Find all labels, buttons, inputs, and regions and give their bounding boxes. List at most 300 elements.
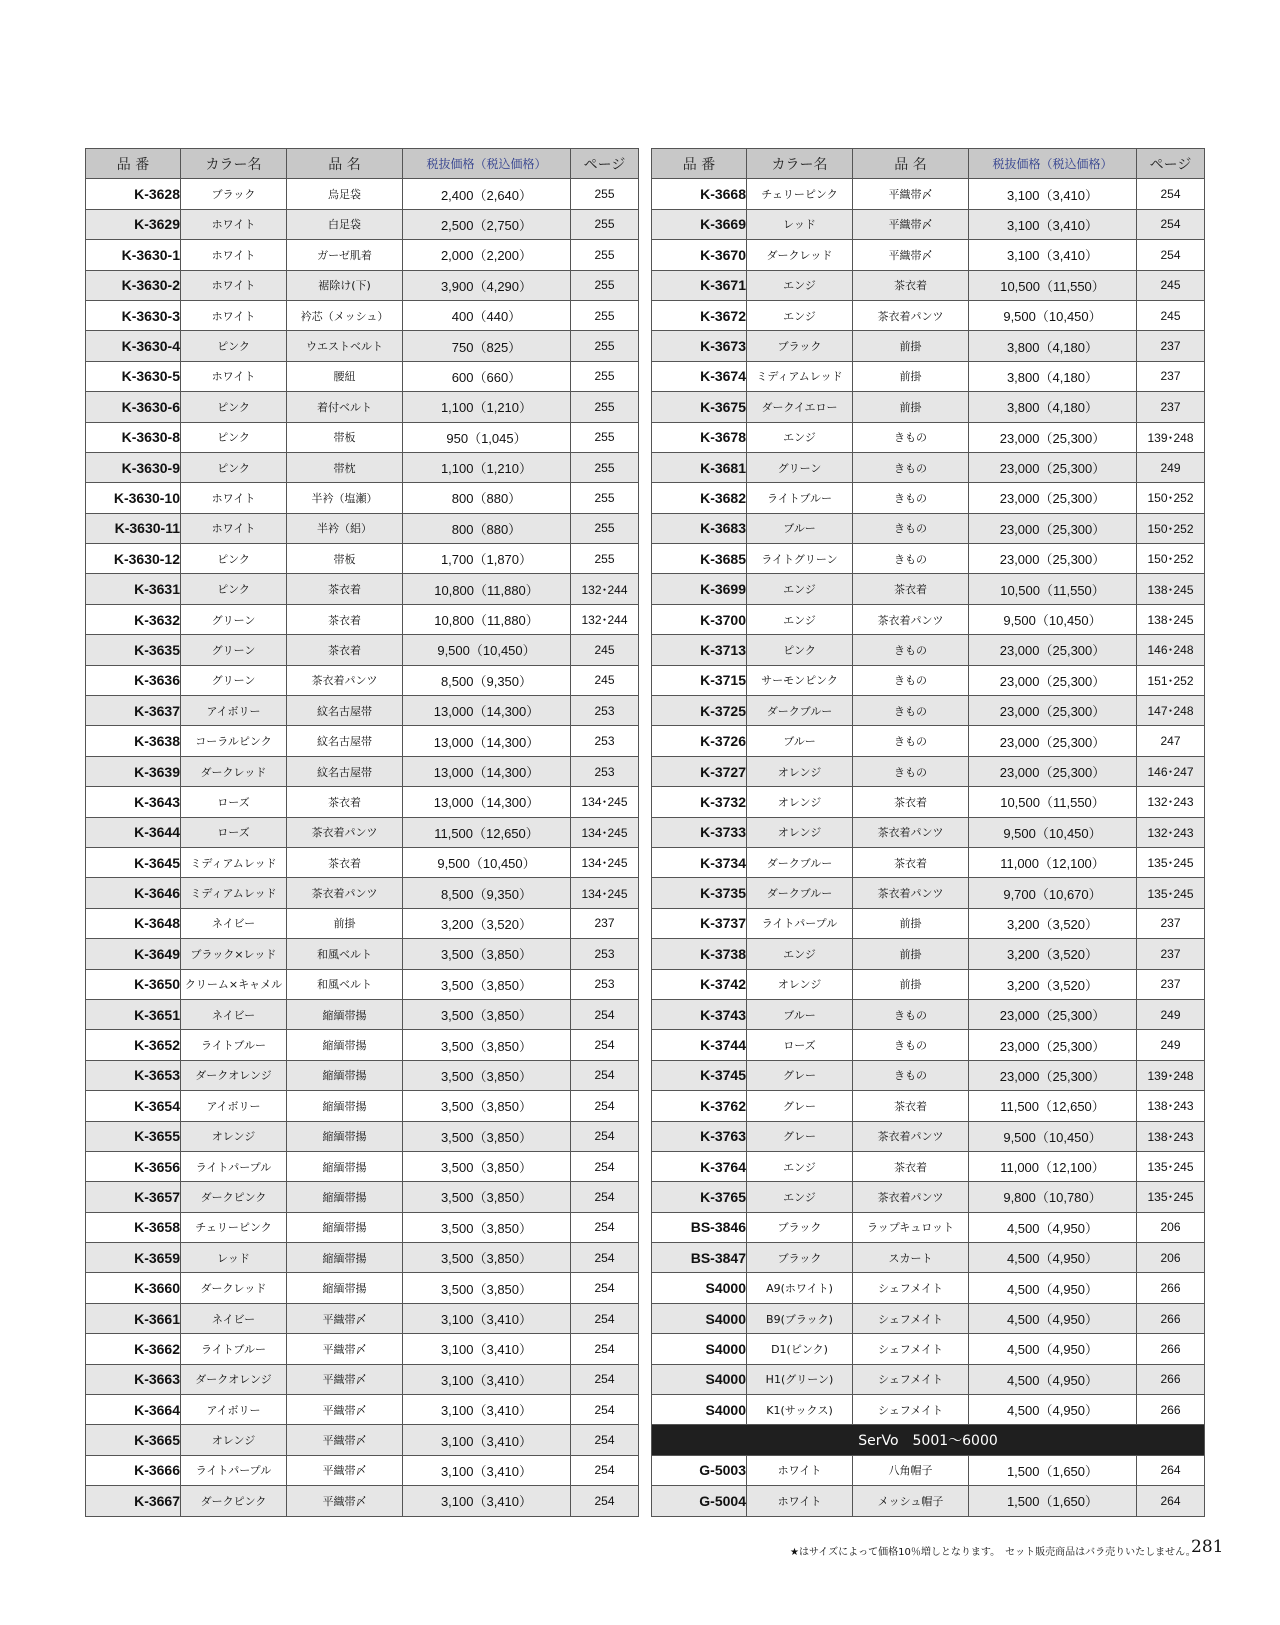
table-row [652,665,1205,695]
price-cell: 9,500（10,450） [969,300,1137,330]
color-name-cell: ローズ [747,1030,853,1060]
product-code-cell: K-3630-6 [86,392,181,422]
page-ref-cell: 255 [571,209,639,239]
product-code-cell: K-3664 [86,1395,181,1425]
product-code-cell: K-3666 [86,1455,181,1485]
price-cell: 3,800（4,180） [969,392,1137,422]
table-row [86,1030,639,1060]
color-name-cell: ピンク [181,392,287,422]
table-row [652,513,1205,543]
price-cell: 750（825） [403,331,571,361]
price-cell: 4,500（4,950） [969,1243,1137,1273]
table-row [86,1182,639,1212]
page-ref-cell: 255 [571,544,639,574]
color-name-cell: ダークブルー [747,847,853,877]
price-table-right [651,148,1205,1517]
price-cell: 3,100（3,410） [403,1303,571,1333]
page-ref-cell: 237 [571,908,639,938]
header-price: 税抜価格（税込価格） [969,149,1137,179]
color-name-cell: ライトパープル [181,1455,287,1485]
product-name-cell: 衿芯（メッシュ） [287,300,403,330]
color-name-cell: オレンジ [181,1121,287,1151]
product-name-cell: 平織帯〆 [287,1303,403,1333]
table-row [86,1212,639,1242]
table-row [86,999,639,1029]
color-name-cell: ライトパープル [181,1151,287,1181]
product-name-cell: 前掛 [853,908,969,938]
color-name-cell: ダークブルー [747,696,853,726]
color-name-cell: ホワイト [181,270,287,300]
table-row [652,1486,1205,1516]
color-name-cell: H1(グリーン) [747,1364,853,1394]
product-code-cell: K-3651 [86,999,181,1029]
product-name-cell: 平織帯〆 [853,240,969,270]
product-name-cell: 茶衣着 [853,574,969,604]
color-name-cell: ダークレッド [747,240,853,270]
color-name-cell: ブルー [747,513,853,543]
product-name-cell: シェフメイト [853,1303,969,1333]
price-cell: 23,000（25,300） [969,422,1137,452]
color-name-cell: グレー [747,1060,853,1090]
price-cell: 9,700（10,670） [969,878,1137,908]
color-name-cell: ダークレッド [181,1273,287,1303]
color-name-cell: ブルー [747,726,853,756]
table-header-row [652,149,1205,179]
table-row [652,817,1205,847]
page-ref-cell: 254 [1137,179,1205,209]
product-code-cell: K-3658 [86,1212,181,1242]
color-name-cell: アイボリー [181,696,287,726]
price-cell: 3,500（3,850） [403,1121,571,1151]
table-row [86,209,639,239]
page-ref-cell: 255 [571,422,639,452]
page-ref-cell: 237 [1137,939,1205,969]
table-row [86,1364,639,1394]
page-ref-cell: 255 [571,513,639,543]
price-cell: 10,500（11,550） [969,270,1137,300]
product-code-cell: K-3744 [652,1030,747,1060]
price-cell: 800（880） [403,513,571,543]
product-name-cell: きもの [853,756,969,786]
table-row [652,696,1205,726]
product-code-cell: K-3678 [652,422,747,452]
table-row [652,544,1205,574]
product-code-cell: K-3652 [86,1030,181,1060]
price-cell: 3,100（3,410） [969,209,1137,239]
color-name-cell: チェリーピンク [181,1212,287,1242]
color-name-cell: ホワイト [181,240,287,270]
color-name-cell: ブラック [747,331,853,361]
table-row [86,969,639,999]
header-product-name: 品 名 [287,149,403,179]
product-name-cell: 白足袋 [287,209,403,239]
table-row [652,209,1205,239]
table-row [652,1395,1205,1425]
product-name-cell: 紋名古屋帯 [287,696,403,726]
product-name-cell: 平織帯〆 [287,1425,403,1455]
price-cell: 3,500（3,850） [403,969,571,999]
page-ref-cell: 147･248 [1137,696,1205,726]
page-ref-cell: 150･252 [1137,513,1205,543]
product-code-cell: K-3661 [86,1303,181,1333]
color-name-cell: ピンク [181,452,287,482]
page-ref-cell: 132･243 [1137,817,1205,847]
table-row [86,452,639,482]
table-row [86,483,639,513]
table-row [86,1060,639,1090]
price-cell: 13,000（14,300） [403,726,571,756]
color-name-cell: ダークオレンジ [181,1364,287,1394]
table-row [86,1121,639,1151]
product-code-cell: K-3672 [652,300,747,330]
page-ref-cell: 255 [571,240,639,270]
price-cell: 1,700（1,870） [403,544,571,574]
product-name-cell: 平織帯〆 [287,1395,403,1425]
product-name-cell: 腰紐 [287,361,403,391]
product-code-cell: K-3668 [652,179,747,209]
price-cell: 3,100（3,410） [403,1395,571,1425]
price-cell: 9,500（10,450） [403,847,571,877]
color-name-cell: K1(サックス) [747,1395,853,1425]
price-cell: 10,800（11,880） [403,604,571,634]
price-cell: 3,500（3,850） [403,1182,571,1212]
price-cell: 23,000（25,300） [969,635,1137,665]
product-code-cell: K-3659 [86,1243,181,1273]
product-code-cell: K-3685 [652,544,747,574]
product-code-cell: BS-3846 [652,1212,747,1242]
page-ref-cell: 237 [1137,392,1205,422]
header-color-name: カラー名 [747,149,853,179]
table-row [652,1182,1205,1212]
table-row [652,270,1205,300]
page-ref-cell: 254 [571,1334,639,1364]
page-ref-cell: 253 [571,969,639,999]
product-name-cell: 茶衣着 [287,574,403,604]
price-cell: 23,000（25,300） [969,1060,1137,1090]
product-code-cell: K-3765 [652,1182,747,1212]
product-name-cell: 着付ベルト [287,392,403,422]
page-ref-cell: 134･245 [571,787,639,817]
price-cell: 2,500（2,750） [403,209,571,239]
product-code-cell: S4000 [652,1273,747,1303]
table-row [652,787,1205,817]
color-name-cell: エンジ [747,574,853,604]
price-cell: 3,800（4,180） [969,361,1137,391]
table-row [86,1395,639,1425]
price-cell: 3,200（3,520） [969,908,1137,938]
table-row [652,1060,1205,1090]
page-ref-cell: 264 [1137,1455,1205,1485]
product-code-cell: K-3656 [86,1151,181,1181]
table-row [652,574,1205,604]
color-name-cell: ホワイト [181,361,287,391]
color-name-cell: ライトブルー [181,1334,287,1364]
table-row [86,726,639,756]
price-cell: 23,000（25,300） [969,452,1137,482]
product-name-cell: 前掛 [853,331,969,361]
product-code-cell: S4000 [652,1395,747,1425]
price-cell: 3,100（3,410） [403,1425,571,1455]
page-ref-cell: 151･252 [1137,665,1205,695]
table-row [86,878,639,908]
price-cell: 3,500（3,850） [403,1151,571,1181]
color-name-cell: ホワイト [181,483,287,513]
table-row [652,1455,1205,1485]
color-name-cell: A9(ホワイト) [747,1273,853,1303]
price-cell: 9,500（10,450） [403,635,571,665]
product-code-cell: K-3660 [86,1273,181,1303]
page-ref-cell: 253 [571,726,639,756]
product-code-cell: K-3669 [652,209,747,239]
header-page: ページ [1137,149,1205,179]
product-name-cell: 平織帯〆 [287,1334,403,1364]
price-cell: 9,500（10,450） [969,604,1137,634]
product-name-cell: シェフメイト [853,1273,969,1303]
product-code-cell: K-3764 [652,1151,747,1181]
page-ref-cell: 254 [571,999,639,1029]
table-row [86,1243,639,1273]
product-code-cell: K-3682 [652,483,747,513]
table-row [86,847,639,877]
product-code-cell: K-3671 [652,270,747,300]
price-table-left [85,148,639,1517]
price-cell: 23,000（25,300） [969,483,1137,513]
product-name-cell: 帯板 [287,544,403,574]
table-row [652,361,1205,391]
product-name-cell: 茶衣着 [287,635,403,665]
product-name-cell: 茶衣着パンツ [287,665,403,695]
product-name-cell: きもの [853,452,969,482]
page-ref-cell: 132･244 [571,604,639,634]
product-code-cell: K-3630-8 [86,422,181,452]
table-row [652,1334,1205,1364]
product-code-cell: K-3699 [652,574,747,604]
color-name-cell: オレンジ [747,969,853,999]
header-product-code: 品 番 [86,149,181,179]
product-code-cell: K-3635 [86,635,181,665]
table-row [652,939,1205,969]
page-ref-cell: 255 [571,392,639,422]
table-row [86,300,639,330]
price-cell: 23,000（25,300） [969,696,1137,726]
table-row [652,1121,1205,1151]
page-ref-cell: 135･245 [1137,1151,1205,1181]
product-code-cell: K-3630-4 [86,331,181,361]
color-name-cell: ローズ [181,787,287,817]
color-name-cell: ピンク [181,331,287,361]
page-ref-cell: 253 [571,939,639,969]
product-code-cell: K-3628 [86,179,181,209]
product-code-cell: K-3631 [86,574,181,604]
table-row [86,1334,639,1364]
product-name-cell: 紋名古屋帯 [287,756,403,786]
table-row [652,726,1205,756]
product-code-cell: K-3639 [86,756,181,786]
product-code-cell: K-3636 [86,665,181,695]
table-row [86,331,639,361]
price-cell: 8,500（9,350） [403,665,571,695]
price-cell: 23,000（25,300） [969,999,1137,1029]
page-ref-cell: 266 [1137,1364,1205,1394]
table-row [652,969,1205,999]
color-name-cell: エンジ [747,422,853,452]
table-row [652,300,1205,330]
product-name-cell: 縮緬帯揚 [287,1030,403,1060]
product-name-cell: 茶衣着 [287,787,403,817]
page-ref-cell: 254 [571,1273,639,1303]
product-name-cell: 茶衣着パンツ [853,817,969,847]
table-row [86,240,639,270]
page-ref-cell: 249 [1137,452,1205,482]
page-ref-cell: 254 [571,1303,639,1333]
price-cell: 2,000（2,200） [403,240,571,270]
page-ref-cell: 249 [1137,1030,1205,1060]
table-row [86,544,639,574]
header-product-code: 品 番 [652,149,747,179]
product-name-cell: きもの [853,665,969,695]
price-cell: 10,500（11,550） [969,574,1137,604]
price-cell: 3,800（4,180） [969,331,1137,361]
price-cell: 3,100（3,410） [969,240,1137,270]
price-cell: 23,000（25,300） [969,544,1137,574]
product-code-cell: K-3683 [652,513,747,543]
table-row [86,665,639,695]
table-row [652,1030,1205,1060]
page-ref-cell: 255 [571,179,639,209]
product-name-cell: 茶衣着 [287,604,403,634]
color-name-cell: エンジ [747,604,853,634]
product-code-cell: G-5003 [652,1455,747,1485]
price-cell: 23,000（25,300） [969,726,1137,756]
product-code-cell: K-3638 [86,726,181,756]
price-cell: 9,500（10,450） [969,1121,1137,1151]
page-ref-cell: 254 [571,1182,639,1212]
product-name-cell: ウエストベルト [287,331,403,361]
section-title: SerVo 5001～6000 [652,1425,1205,1455]
color-name-cell: D1(ピンク) [747,1334,853,1364]
table-row [86,1455,639,1485]
product-name-cell: 前掛 [853,939,969,969]
table-row [652,392,1205,422]
color-name-cell: ダークピンク [181,1486,287,1516]
product-code-cell: K-3637 [86,696,181,726]
product-name-cell: 半衿（塩瀬） [287,483,403,513]
price-cell: 3,500（3,850） [403,939,571,969]
price-cell: 9,500（10,450） [969,817,1137,847]
product-name-cell: きもの [853,696,969,726]
color-name-cell: オレンジ [747,787,853,817]
page-ref-cell: 254 [571,1425,639,1455]
table-row [652,331,1205,361]
price-cell: 4,500（4,950） [969,1334,1137,1364]
price-cell: 3,100（3,410） [403,1334,571,1364]
color-name-cell: ピンク [181,574,287,604]
price-cell: 11,000（12,100） [969,847,1137,877]
price-cell: 9,800（10,780） [969,1182,1137,1212]
product-name-cell: きもの [853,1030,969,1060]
page-ref-cell: 254 [571,1030,639,1060]
page-ref-cell: 266 [1137,1334,1205,1364]
product-name-cell: 茶衣着パンツ [287,878,403,908]
price-cell: 3,100（3,410） [403,1486,571,1516]
product-code-cell: K-3742 [652,969,747,999]
color-name-cell: オレンジ [181,1425,287,1455]
color-name-cell: ホワイト [181,209,287,239]
product-code-cell: S4000 [652,1303,747,1333]
product-code-cell: K-3674 [652,361,747,391]
table-row [86,1273,639,1303]
product-code-cell: K-3629 [86,209,181,239]
product-name-cell: 茶衣着パンツ [853,300,969,330]
price-cell: 23,000（25,300） [969,665,1137,695]
product-name-cell: 茶衣着パンツ [853,1182,969,1212]
color-name-cell: ダークオレンジ [181,1060,287,1090]
price-cell: 11,500（12,650） [969,1091,1137,1121]
product-code-cell: K-3675 [652,392,747,422]
page-ref-cell: 150･252 [1137,483,1205,513]
page-ref-cell: 254 [571,1121,639,1151]
price-cell: 400（440） [403,300,571,330]
price-cell: 3,500（3,850） [403,1030,571,1060]
page-ref-cell: 134･245 [571,847,639,877]
product-code-cell: K-3670 [652,240,747,270]
color-name-cell: ホワイト [181,513,287,543]
page-ref-cell: 254 [1137,240,1205,270]
page-ref-cell: 138･243 [1137,1091,1205,1121]
product-name-cell: きもの [853,422,969,452]
page-ref-cell: 206 [1137,1243,1205,1273]
color-name-cell: ブラック×レッド [181,939,287,969]
page-ref-cell: 245 [1137,270,1205,300]
product-name-cell: きもの [853,513,969,543]
product-code-cell: K-3649 [86,939,181,969]
page-ref-cell: 247 [1137,726,1205,756]
color-name-cell: ピンク [747,635,853,665]
table-row [652,452,1205,482]
page-ref-cell: 135･245 [1137,847,1205,877]
color-name-cell: クリーム×キャメル [181,969,287,999]
page-ref-cell: 132･243 [1137,787,1205,817]
color-name-cell: ピンク [181,544,287,574]
page-ref-cell: 237 [1137,908,1205,938]
color-name-cell: ホワイト [181,300,287,330]
price-cell: 1,100（1,210） [403,452,571,482]
page-ref-cell: 254 [571,1486,639,1516]
product-code-cell: K-3630-10 [86,483,181,513]
color-name-cell: ブルー [747,999,853,1029]
color-name-cell: エンジ [747,1151,853,1181]
product-code-cell: K-3630-5 [86,361,181,391]
color-name-cell: ミディアムレッド [181,847,287,877]
color-name-cell: アイボリー [181,1395,287,1425]
price-cell: 600（660） [403,361,571,391]
price-cell: 1,500（1,650） [969,1486,1137,1516]
page-ref-cell: 134･245 [571,817,639,847]
page-ref-cell: 255 [571,483,639,513]
table-header-row [86,149,639,179]
table-row [652,908,1205,938]
price-cell: 3,200（3,520） [403,908,571,938]
header-color-name: カラー名 [181,149,287,179]
color-name-cell: ホワイト [747,1455,853,1485]
product-code-cell: K-3762 [652,1091,747,1121]
page-ref-cell: 254 [571,1151,639,1181]
product-name-cell: 茶衣着 [853,1151,969,1181]
product-name-cell: きもの [853,635,969,665]
product-name-cell: 前掛 [287,908,403,938]
table-row [86,817,639,847]
product-name-cell: 縮緬帯揚 [287,1243,403,1273]
